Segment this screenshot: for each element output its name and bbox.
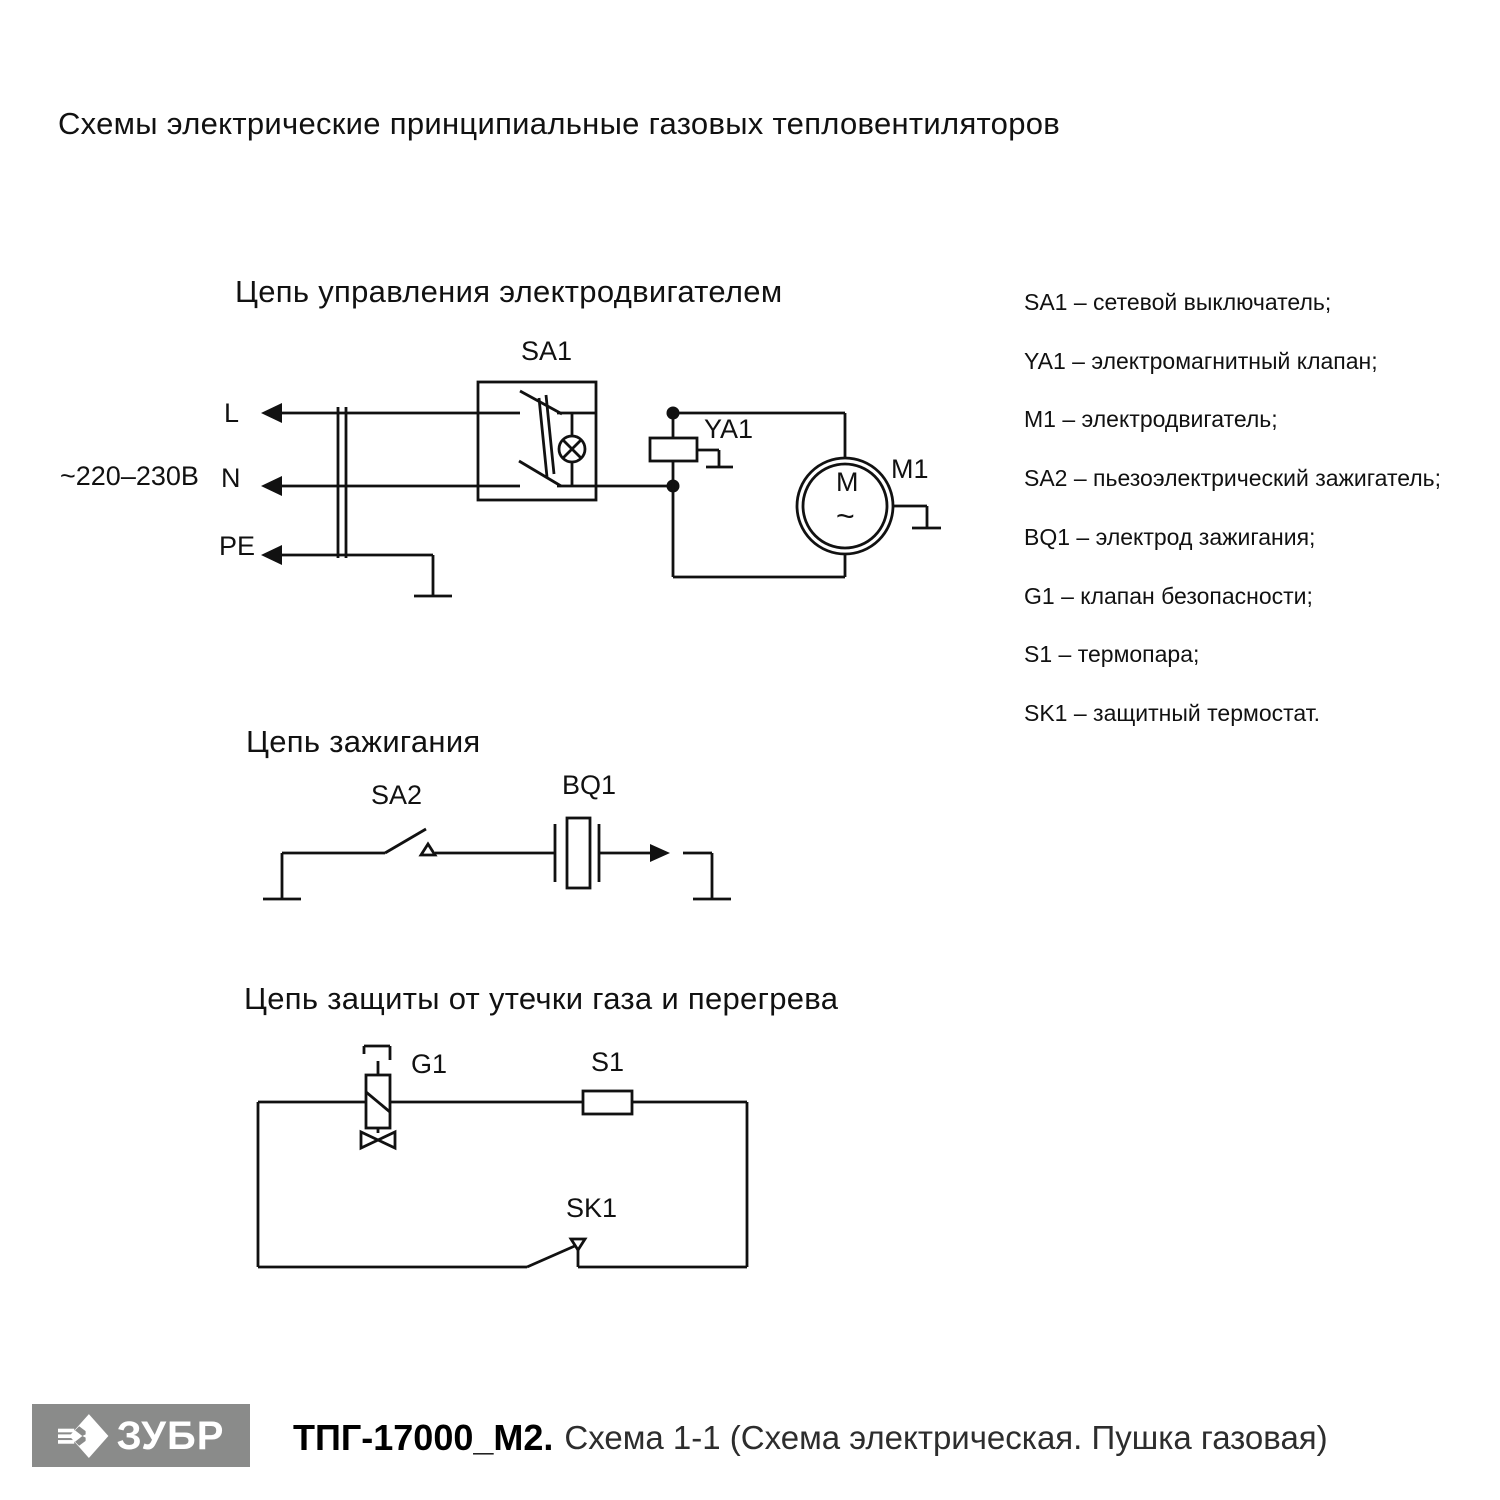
- label-g1: G1: [411, 1049, 448, 1079]
- left-electrode-ground-icon: [263, 853, 301, 899]
- brand-name: ЗУБР: [116, 1413, 225, 1458]
- motor-letter: M: [836, 467, 859, 497]
- wire-label-pe: PE: [219, 531, 256, 561]
- legend-item-sa2: SA2 – пьезоэлектрический зажигатель;: [1024, 465, 1442, 492]
- legend-item-sa1: SA1 – сетевой выключатель;: [1024, 289, 1332, 315]
- motor-wave: ~: [836, 498, 855, 534]
- pe-ground-icon: [414, 555, 452, 596]
- arrow-pe-icon: [261, 545, 282, 565]
- legend-item-ya1: YA1 – электромагнитный клапан;: [1024, 347, 1378, 374]
- wire-label-l: L: [224, 398, 240, 428]
- protection-circuit-title: Цепь защиты от утечки газа и перегрева: [244, 981, 839, 1016]
- thermocouple-s1: [583, 1091, 632, 1114]
- ignition-circuit-title: Цепь зажигания: [246, 724, 481, 759]
- spark-arrow-icon: [650, 844, 670, 862]
- mains-lines: [261, 403, 478, 596]
- footer-caption-line: [293, 1410, 1328, 1466]
- label-bq1: BQ1: [562, 770, 617, 800]
- wire-label-n: N: [221, 463, 241, 493]
- legend-item-g1: G1 – клапан безопасности;: [1024, 582, 1313, 609]
- piezo-bq1: [555, 818, 599, 888]
- motor-circuit-title: Цепь управления электродвигателем: [235, 274, 783, 309]
- label-ya1: YA1: [704, 414, 754, 444]
- legend-item-s1: S1 – термопара;: [1024, 641, 1200, 668]
- ya1-ground-icon: [697, 450, 733, 467]
- circuit-ignition: [263, 818, 731, 899]
- sa2-blade: [385, 829, 426, 853]
- g1-valve-icon: [378, 1132, 395, 1148]
- label-sa2: SA2: [371, 780, 423, 810]
- voltage-label: ~220–230В: [60, 461, 199, 491]
- arrow-l-icon: [261, 403, 282, 423]
- label-sk1: SK1: [566, 1193, 618, 1223]
- label-s1: S1: [591, 1047, 625, 1077]
- lamp-icon: [559, 436, 585, 462]
- right-electrode-ground-icon: [683, 853, 731, 899]
- brand-logo: [32, 1404, 250, 1467]
- model-number: ТПГ-17000_М2.: [293, 1417, 554, 1458]
- legend: [1024, 273, 1441, 743]
- zubr-logo-icon: [58, 1412, 110, 1460]
- legend-item-sk1: SK1 – защитный термостат.: [1024, 699, 1321, 726]
- sk1-contact-icon: [571, 1239, 585, 1250]
- legend-item-m1: M1 – электродвигатель;: [1024, 406, 1278, 433]
- loop-wires: [258, 1102, 747, 1267]
- g1-thermo-hook: [364, 1046, 390, 1075]
- label-m1: M1: [891, 454, 929, 484]
- legend-item-bq1: BQ1 – электрод зажигания;: [1024, 523, 1316, 550]
- switch-sa1: [478, 382, 596, 500]
- arrow-n-icon: [261, 476, 282, 496]
- connector-double-line: [338, 407, 346, 558]
- label-sa1: SA1: [521, 336, 573, 366]
- circuit-protection: [258, 1046, 747, 1267]
- schema-caption: Схема 1-1 (Схема электрическая. Пушка газовая): [564, 1419, 1328, 1456]
- m1-ground-icon: [893, 506, 941, 528]
- thermostat-sk1: [527, 1239, 585, 1267]
- sa2-contact-icon: [421, 844, 435, 855]
- page-title: Схемы электрические принципиальные газовых тепловентиляторов: [58, 106, 1061, 141]
- sk1-blade: [527, 1245, 577, 1267]
- valve-g1: [361, 1046, 395, 1148]
